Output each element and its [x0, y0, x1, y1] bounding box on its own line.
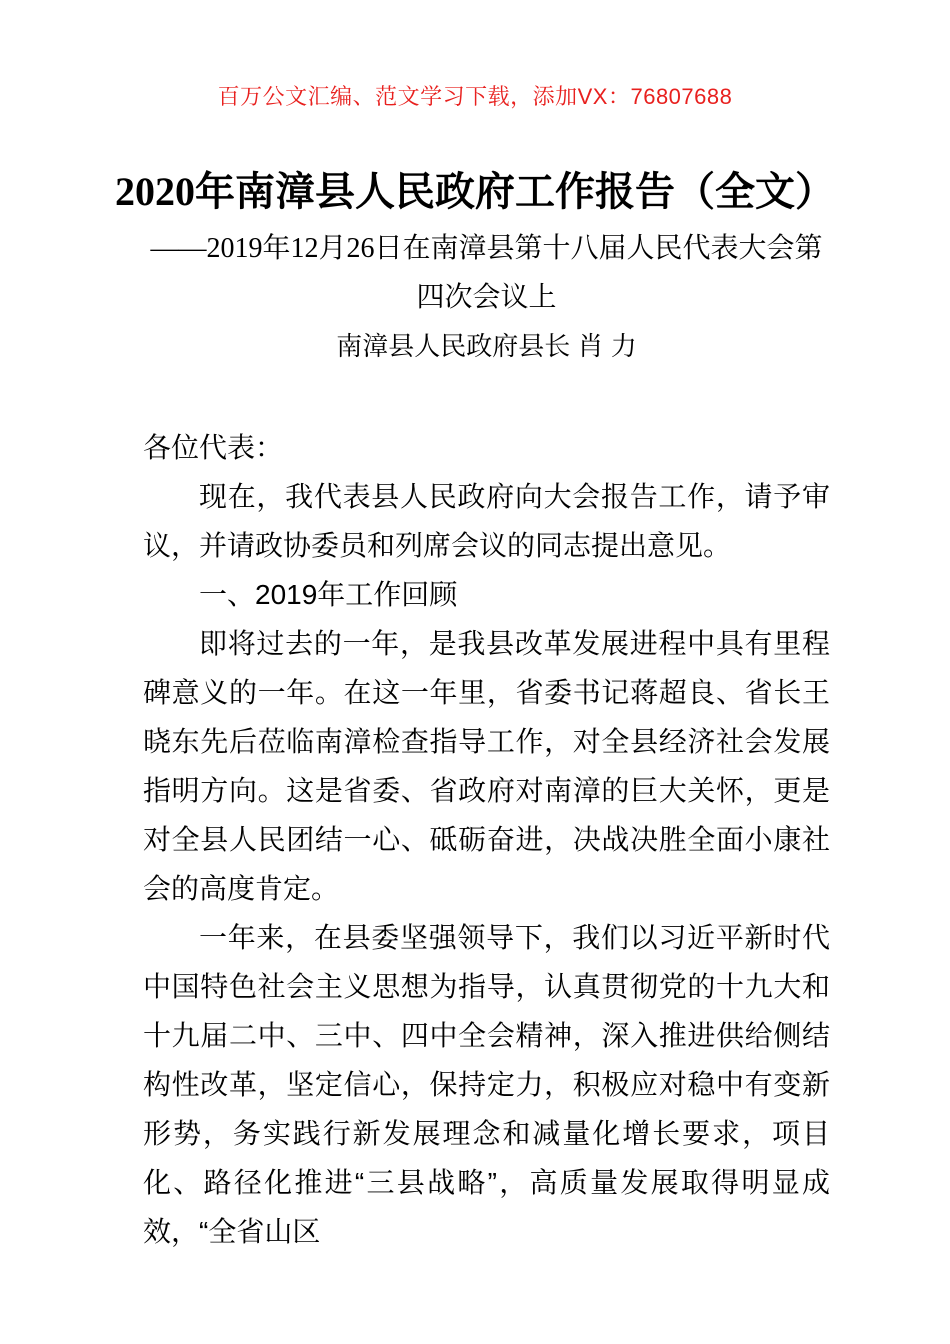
body-paragraph-year-summary: 一年来，在县委坚强领导下，我们以习近平新时代中国特色社会主义思想为指导，认真贯彻党的十九大和十九届二中、三中、四中全会精神，深入推进供给侧结构性改革，坚定信心，保持定力，积极应对稳中有变新形势，务实践行新发展理念和减量化增长要求，项目化、路径化推进“三县战略”，高质量发展取得明显成效，“全省山区 [143, 922, 830, 1247]
body-paragraph-milestone-year: 即将过去的一年，是我县改革发展进程中具有里程碑意义的一年。在这一年里，省委书记蒋超良、省长王晓东先后莅临南漳检查指导工作，对全县经济社会发展指明方向。这是省委、省政府对南漳的巨大关怀，更是对全县人民团结一心、砥砺奋进，决战决胜全面小康社会的高度肯定。 [143, 628, 830, 904]
watermark-text: 百万公文汇编、范文学习下载，添加VX：76807688 [217, 84, 733, 109]
section-heading-2019-review: 一、2019年工作回顾 [199, 579, 458, 610]
watermark-banner [0, 0, 950, 110]
document-title: 2020年南漳县人民政府工作报告（全文） [115, 169, 835, 214]
body-paragraph-intro: 现在，我代表县人民政府向大会报告工作，请予审议，并请政协委员和列席会议的同志提出意见。 [143, 481, 830, 561]
document-body [143, 423, 830, 1256]
salutation-line: 各位代表： [143, 432, 284, 463]
speaker-byline: 南漳县人民政府县长 肖 力 [336, 331, 637, 361]
document-subtitle: ——2019年12月26日在南漳县第十八届人民代表大会第四次会议上 [150, 233, 823, 313]
